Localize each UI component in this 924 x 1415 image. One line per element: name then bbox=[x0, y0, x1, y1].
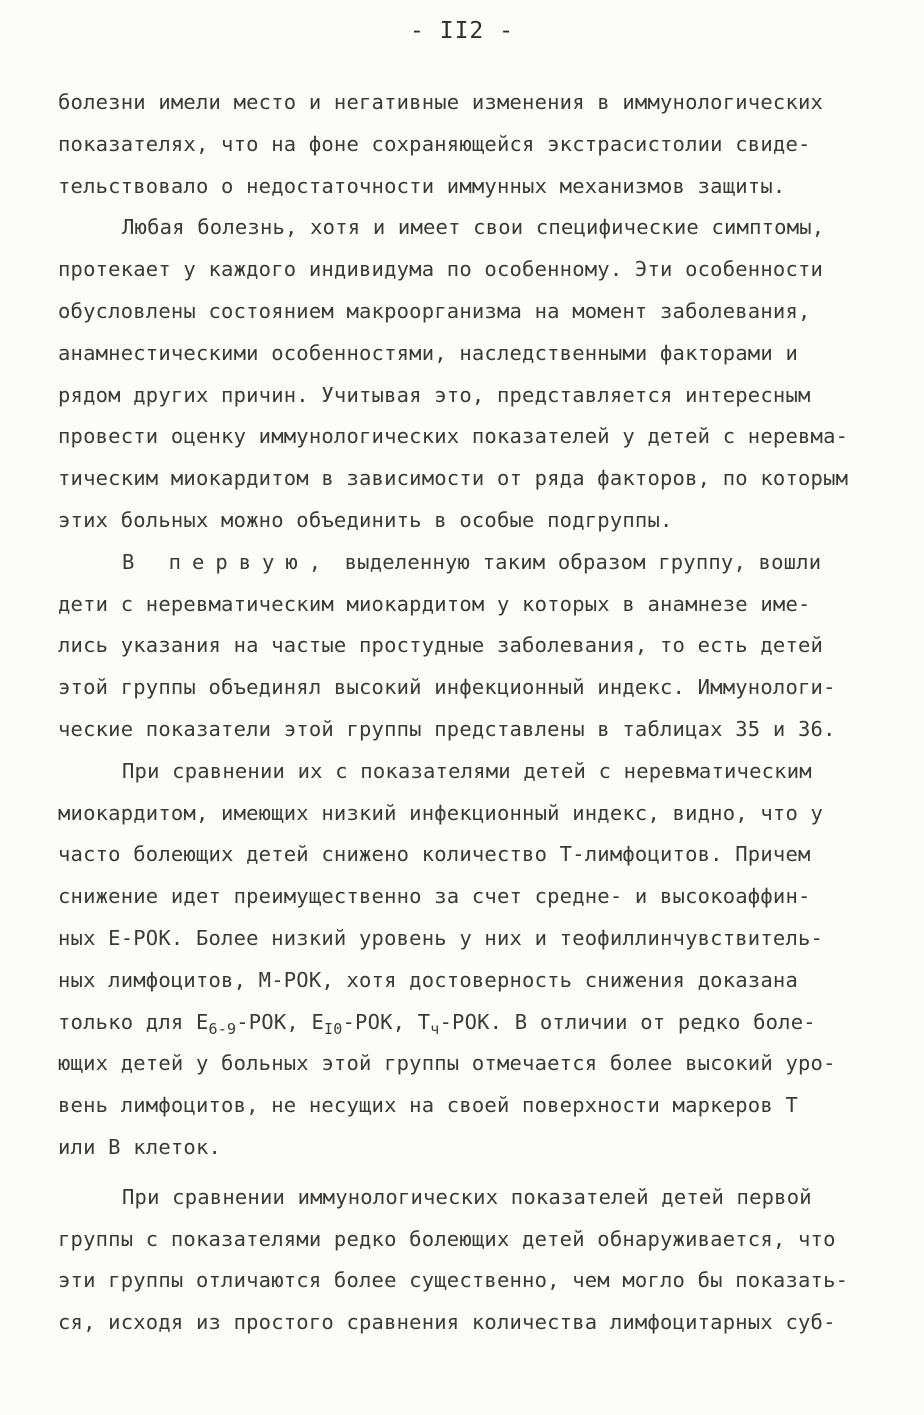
text-line: эти группы отличаются более существенно, чем могло бы показать- bbox=[58, 1268, 849, 1293]
paragraph-4 bbox=[58, 751, 858, 1169]
text-line: рядом других причин. Учитывая это, представляется интересным bbox=[58, 382, 811, 407]
text-line: ся, исходя из простого сравнения количества лимфоцитарных суб- bbox=[58, 1310, 836, 1335]
subscript: I0 bbox=[324, 1019, 343, 1038]
text-line: тическим миокардитом в зависимости от ряда факторов, по которым bbox=[58, 466, 849, 491]
paragraph-gap bbox=[58, 1169, 858, 1177]
text-line: провести оценку иммунологических показателей у детей с неревма- bbox=[58, 424, 849, 449]
text-line: протекает у каждого индивидума по особенному. Эти особенности bbox=[58, 257, 824, 282]
text-line: этой группы объединял высокий инфекционный индекс. Иммунологи- bbox=[58, 675, 836, 700]
text-fragment: -РОК, Е bbox=[236, 1009, 325, 1034]
subscript: 6-9 bbox=[208, 1019, 237, 1038]
text-line: снижение идет преимущественно за счет средне- и высокоаффин- bbox=[58, 884, 811, 909]
text-fragment: выделенную таким образом группу, вошли bbox=[344, 549, 822, 574]
text-line: часто болеющих детей снижено количество Т-лимфоцитов. Причем bbox=[58, 842, 811, 867]
text-line: ных Е-РОК. Более низкий уровень у них и теофиллинчувствитель- bbox=[58, 925, 824, 950]
text-line bbox=[58, 542, 858, 584]
text-line: При сравнении их с показателями детей с неревматическим bbox=[122, 758, 812, 783]
paragraph-1 bbox=[58, 82, 858, 207]
page-number: - II2 - bbox=[410, 18, 514, 44]
text-line: ных лимфоцитов, М-РОК, хотя достоверность снижения доказана bbox=[58, 967, 798, 992]
text-line: миокардитом, имеющих низкий инфекционный индекс, видно, что у bbox=[58, 800, 824, 825]
text-line: анамнестическими особенностями, наследственными факторами и bbox=[58, 340, 798, 365]
text-line: лись указания на частые простудные заболевания, то есть детей bbox=[58, 633, 824, 658]
text-line: тельствовало о недостаточности иммунных механизмов защиты. bbox=[58, 173, 786, 198]
subscript: ч bbox=[430, 1019, 440, 1038]
text-line: болезни имели место и негативные изменения в иммунологических bbox=[58, 90, 824, 114]
text-line: вень лимфоцитов, не несущих на своей поверхности маркеров Т bbox=[58, 1093, 798, 1118]
formula-line bbox=[58, 1002, 858, 1044]
text-line: этих больных можно объединить в особые подгруппы. bbox=[58, 507, 673, 532]
text-line: Любая болезнь, хотя и имеет свои специфические симптомы, bbox=[122, 215, 825, 240]
paragraph-3 bbox=[58, 542, 858, 751]
text-line: ющих детей у больных этой группы отмечается более высокий уро- bbox=[58, 1051, 836, 1076]
text-line: ческие показатели этой группы представлены в таблицах 35 и 36. bbox=[58, 716, 836, 741]
text-line: При сравнении иммунологических показателей детей первой bbox=[122, 1184, 812, 1209]
spaced-emphasis: В первую, bbox=[122, 549, 333, 574]
text-line: или В клеток. bbox=[58, 1134, 222, 1159]
text-line: дети с неревматическим миокардитом у которых в анамнезе име- bbox=[58, 591, 811, 616]
body-text bbox=[58, 82, 858, 1344]
text-fragment: только для Е bbox=[58, 1009, 209, 1034]
text-fragment: -РОК, Т bbox=[342, 1009, 431, 1034]
text-line: обусловлены состоянием макроорганизма на момент заболевания, bbox=[58, 298, 811, 323]
text-line: показателях, что на фоне сохраняющейся экстрасистолии свиде- bbox=[58, 131, 811, 156]
paragraph-5 bbox=[58, 1177, 858, 1344]
paragraph-2 bbox=[58, 207, 858, 541]
text-line: группы с показателями редко болеющих детей обнаруживается, что bbox=[58, 1226, 836, 1251]
text-fragment: -РОК. В отличии от редко боле- bbox=[439, 1009, 816, 1034]
